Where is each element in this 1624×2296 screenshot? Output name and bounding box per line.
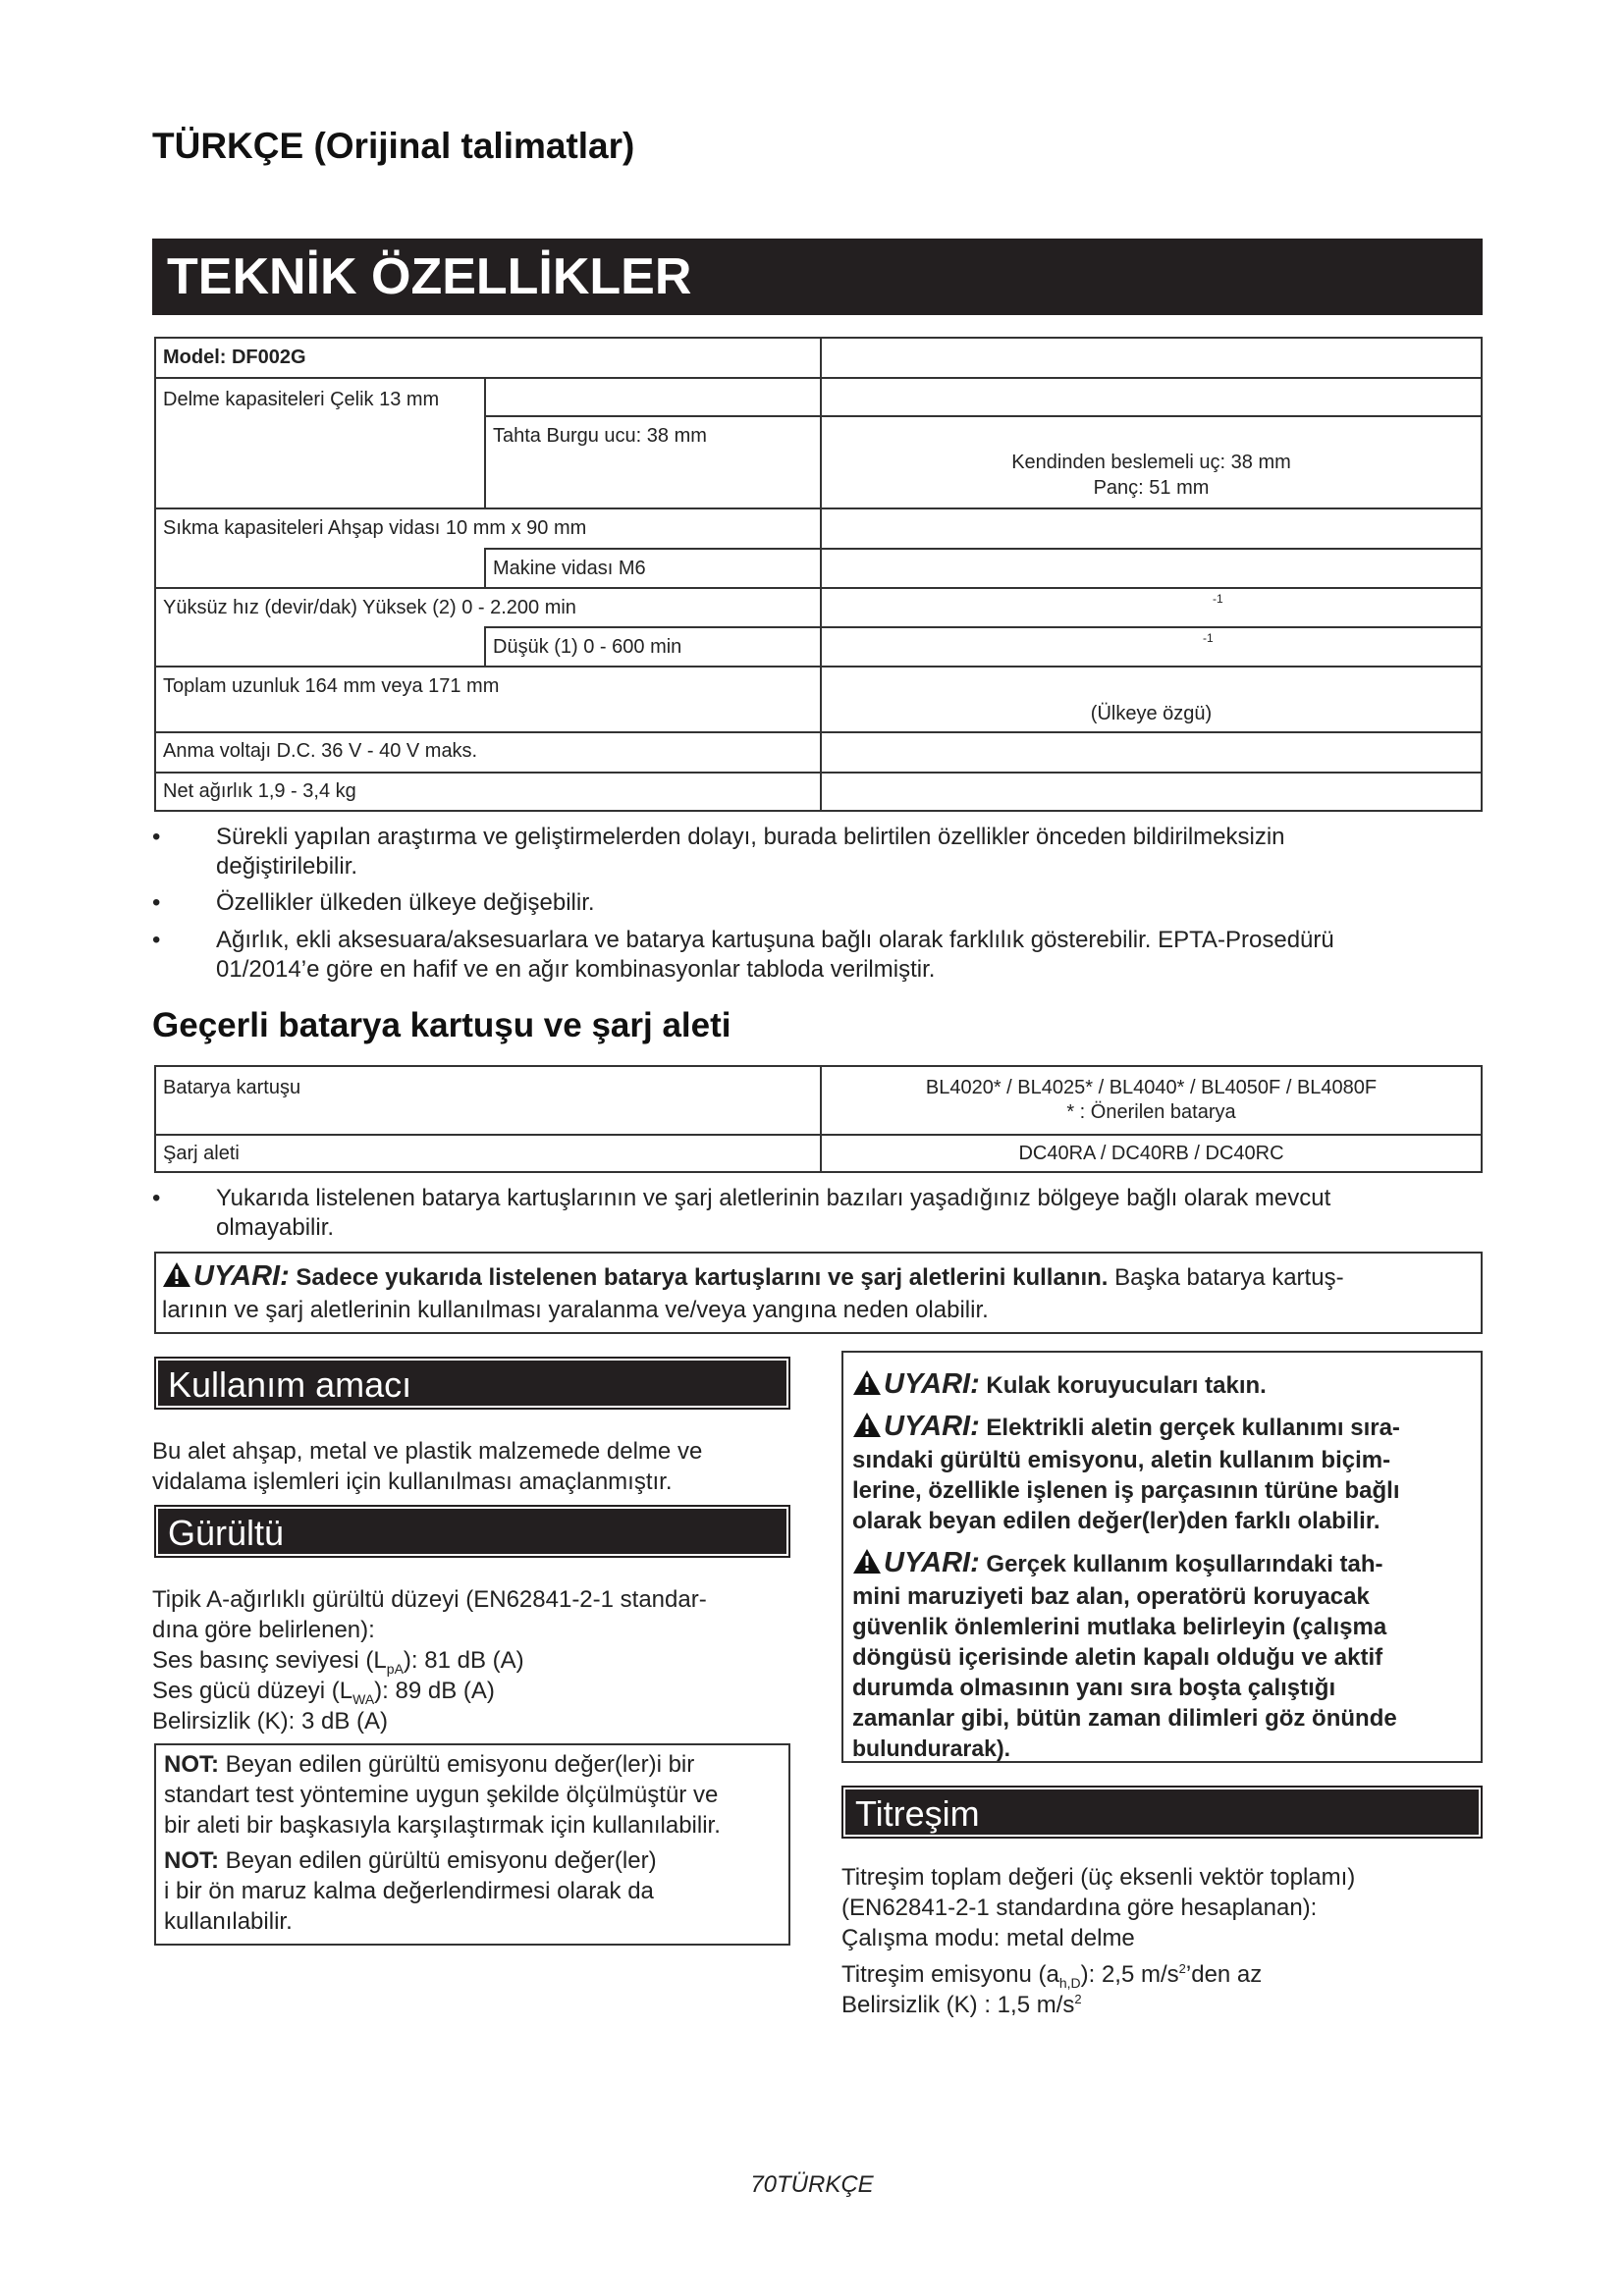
section-title-vibration: Titreşim bbox=[843, 1788, 1481, 1837]
battery-bullet: • Yukarıda listelenen batarya kartuşlarının ve şarj aletlerinin bazıları yaşadığınız bölgeye bağlı olarak mevcut olmayabilir. bbox=[152, 1185, 1331, 1241]
warning-safety-measures-line: zamanlar gibi, bütün zaman dilimleri göz önünde bbox=[852, 1705, 1397, 1732]
spec-length-note: (Ülkeye özgü) bbox=[1090, 703, 1213, 724]
section-title-noise: Gürültü bbox=[156, 1507, 788, 1556]
charger-label: Şarj aleti bbox=[163, 1143, 240, 1164]
battery-cartridge-value: BL4020* / BL4025* / BL4040* / BL4050F / BL4080F bbox=[925, 1077, 1378, 1098]
noise-note-2: NOT: Beyan edilen gürültü emisyonu değer(ler) bbox=[164, 1847, 657, 1874]
spec-speed-high-exponent: -1 bbox=[1213, 592, 1223, 606]
warning-ear-protection: UYARI: Kulak koruyucuları takın. bbox=[852, 1369, 1267, 1404]
battery-cartridge-note: * : Önerilen batarya bbox=[1066, 1101, 1236, 1123]
noise-note-1-line: standart test yöntemine uygun şekilde ölçülmüştür ve bbox=[164, 1782, 719, 1808]
language-title: TÜRKÇE (Orijinal talimatlar) bbox=[152, 126, 635, 166]
noise-note-2-line: kullanılabilir. bbox=[164, 1908, 293, 1935]
section-title-specs: TEKNİK ÖZELLİKLER bbox=[152, 239, 1483, 315]
spec-overall-length: Toplam uzunluk 164 mm veya 171 mm bbox=[163, 675, 500, 697]
warning-safety-measures-line: döngüsü içerisinde aletin kapalı olduğu ve aktif bbox=[852, 1644, 1383, 1671]
warning-safety-measures-line: bulundurarak). bbox=[852, 1735, 1011, 1761]
spec-speed-high: Yüksüz hız (devir/dak) Yüksek (2) 0 - 2.200 min bbox=[163, 597, 576, 618]
warning-triangle-icon bbox=[852, 1369, 882, 1404]
noise-sound-power: Ses gücü düzeyi $(L_{WA})$: 89 dB (A) bbox=[152, 1678, 495, 1707]
warning-noise-emission-line: olarak beyan edilen değer(ler)den farklı olabilir. bbox=[852, 1508, 1380, 1534]
battery-cartridge-label: Batarya kartuşu bbox=[163, 1077, 301, 1098]
warning-noise-emission-line: sındaki gürültü emisyonu, aletin kullanım biçim- bbox=[852, 1447, 1391, 1473]
spec-self-feed-bit: Kendinden beslemeli uç: 38 mm bbox=[1011, 452, 1291, 473]
warning-triangle-icon bbox=[162, 1261, 191, 1296]
spec-bullet: • Sürekli yapılan araştırma ve geliştirmelerden dolayı, burada belirtilen özellikler önceden bildirilmeksizin değiştirilebilir. bbox=[152, 824, 1285, 880]
vibration-uncertainty: Belirsizlik (K) : 1,5 $m/s^2$ bbox=[841, 1992, 1082, 2018]
warning-safety-measures: UYARI: Gerçek kullanım koşullarındaki tah- bbox=[852, 1548, 1383, 1582]
section-title-intended-use: Kullanım amacı bbox=[156, 1359, 788, 1408]
noise-intro: dına göre belirlenen): bbox=[152, 1617, 375, 1643]
battery-section-title: Geçerli batarya kartuşu ve şarj aleti bbox=[152, 1006, 731, 1044]
warning-triangle-icon bbox=[852, 1548, 882, 1582]
spec-hole-saw: Panç: 51 mm bbox=[1093, 477, 1210, 499]
spec-speed-low: Düşük (1) 0 - 600 min bbox=[493, 636, 682, 658]
spec-rated-voltage: Anma voltajı D.C. 36 V - 40 V maks. bbox=[163, 740, 478, 762]
warning-triangle-icon bbox=[852, 1412, 882, 1446]
vibration-line: Titreşim toplam değeri (üç eksenli vektör toplamı) bbox=[841, 1864, 1356, 1891]
intended-use-line: vidalama işlemleri için kullanılması amaçlanmıştır. bbox=[152, 1468, 673, 1495]
spec-machine-screw: Makine vidası M6 bbox=[493, 558, 646, 579]
spec-bullet: • Ağırlık, ekli aksesuara/aksesuarlara ve batarya kartuşuna bağlı olarak farklılık gösterebilir. EPTA-Prosedürü 01/2014’e göre en hafif ve en ağır kombinasyonlar tabloda verilmiştir. bbox=[152, 927, 1334, 983]
vibration-emission: Titreşim emisyonu $(a_{h,D})$: 2,5 $m/s^2’den$ az bbox=[841, 1961, 1263, 1991]
spec-model: Model: DF002G bbox=[163, 347, 306, 368]
spec-net-weight: Net ağırlık 1,9 - 3,4 kg bbox=[163, 780, 356, 802]
spec-drill-capacity: Delme kapasiteleri Çelik 13 mm bbox=[163, 389, 440, 410]
warning-safety-measures-line: durumda olmasının yanı sıra boşta çalıştığı bbox=[852, 1675, 1336, 1701]
battery-warning-line-1: UYARI: Sadece yukarıda listelenen batarya kartuşlarını ve şarj aletlerini kullanın. Başka batarya kartuş- bbox=[162, 1261, 1478, 1296]
vibration-line: (EN62841-2-1 standardına göre hesaplanan): bbox=[841, 1895, 1318, 1921]
noise-note-2-line: i bir ön maruz kalma değerlendirmesi olarak da bbox=[164, 1878, 654, 1904]
spec-fastening-capacity: Sıkma kapasiteleri Ahşap vidası 10 mm x 90 mm bbox=[163, 517, 587, 539]
charger-value: DC40RA / DC40RB / DC40RC bbox=[1018, 1143, 1284, 1164]
warning-noise-emission: UYARI: Elektrikli aletin gerçek kullanımı sıra- bbox=[852, 1412, 1400, 1446]
noise-uncertainty: Belirsizlik (K): 3 dB (A) bbox=[152, 1708, 389, 1735]
spec-speed-low-exponent: -1 bbox=[1203, 631, 1214, 645]
noise-intro: Tipik A-ağırlıklı gürültü düzeyi (EN62841-2-1 standar- bbox=[152, 1586, 707, 1613]
warning-safety-measures-line: güvenlik önlemlerini mutlaka belirleyin (çalışma bbox=[852, 1614, 1387, 1640]
noise-note-1-line: bir aleti bir başkasıyla karşılaştırmak için kullanılabilir. bbox=[164, 1812, 721, 1839]
spec-bullet: • Özellikler ülkeden ülkeye değişebilir. bbox=[152, 889, 595, 916]
page-number: 70TÜRKÇE bbox=[750, 2171, 874, 2198]
warning-safety-measures-line: mini maruziyeti baz alan, operatörü koruyacak bbox=[852, 1583, 1370, 1610]
noise-sound-pressure: Ses basınç seviyesi $(L_{pA})$: 81 dB (A) bbox=[152, 1647, 524, 1677]
noise-note-1: NOT: Beyan edilen gürültü emisyonu değer(ler)i bir bbox=[164, 1751, 695, 1778]
spec-wood-bit: Tahta Burgu ucu: 38 mm bbox=[493, 425, 707, 447]
warning-noise-emission-line: lerine, özellikle işlenen iş parçasının türüne bağlı bbox=[852, 1477, 1400, 1504]
intended-use-line: Bu alet ahşap, metal ve plastik malzemede delme ve bbox=[152, 1438, 703, 1465]
battery-warning-line-2: larının ve şarj aletlerinin kullanılması yaralanma ve/veya yangına neden olabilir. bbox=[162, 1297, 989, 1323]
spec-table-divider bbox=[820, 337, 822, 812]
vibration-mode: Çalışma modu: metal delme bbox=[841, 1925, 1135, 1951]
